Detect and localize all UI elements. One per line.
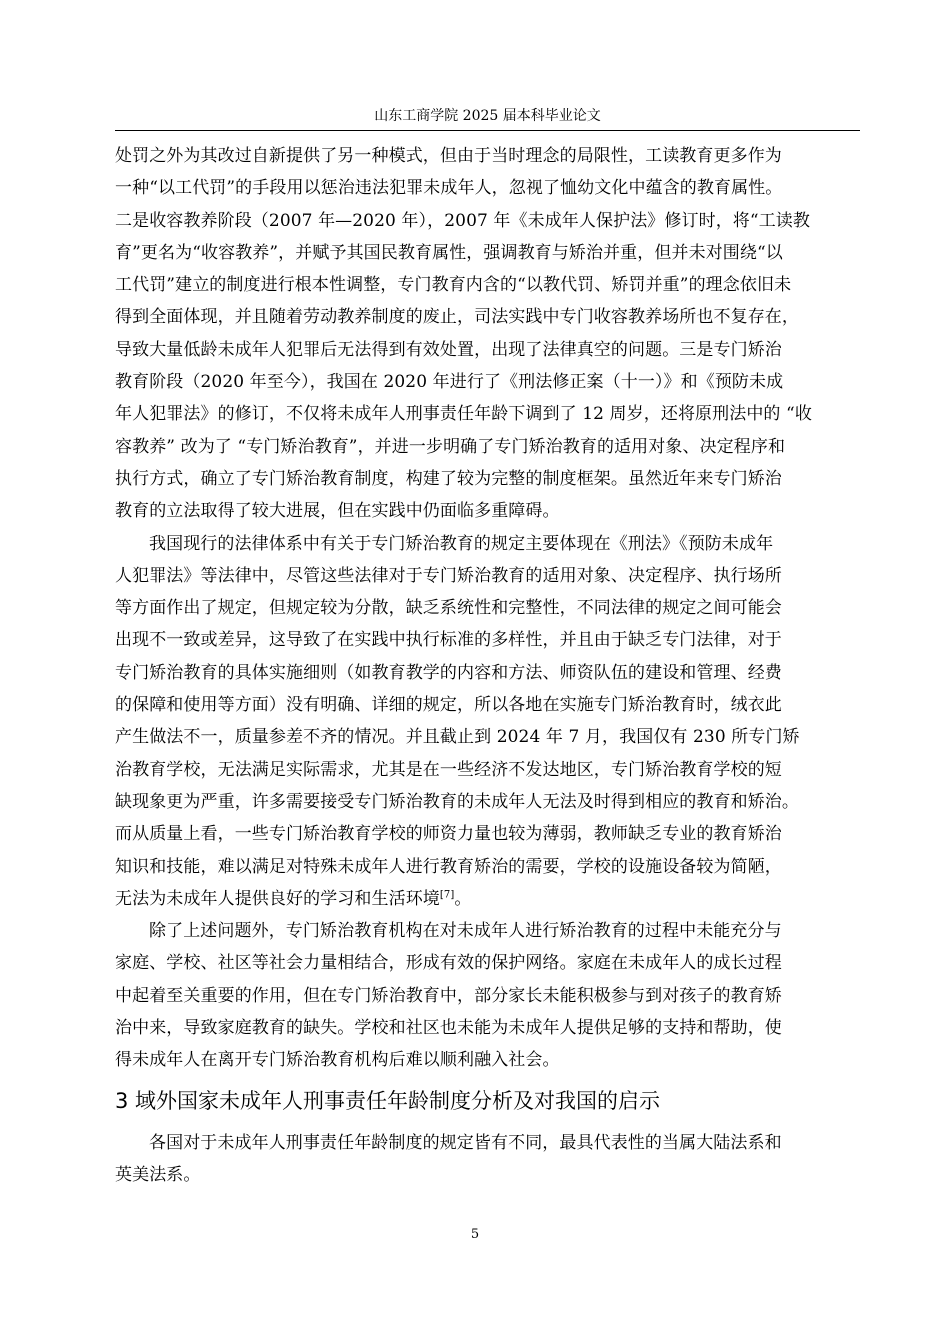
page-number: 5 bbox=[470, 1227, 480, 1242]
paragraph-2-text: 我国现行的法律体系中有关于专门矫治教育的规定主要体现在《刑法》《预防未成年 人犯罪法》等法律中，尽管这些法律对于专门矫治教育的适用对象、决定程序、执行场所 等方面作出了规定，但规定较为分散，缺乏系统性和完整性，不同法律的规定之间可能会 出现不一致或差异，这导致了在实践中执行标准的多样性，并且由于缺乏专门法律，对于 专门矫治教育的具体实施细则（如教育教学的内容和方法、师资队伍的建设和管理、经费 的保障和使用等方面）没有明确、详细的规定，所以各地在实施专门矫治教育时，绒衣此 产生做法不一，质量参差不齐的情况。并且截止到 2024 年 7 月，我国仅有 230 所专门矫 治教育学校，无法满足实际需求，尤其是在一些经济不发达地区，专门矫治教育学校的短 缺现象更为严重，许多需要接受专门矫治教育的未成年人无法及时得到相应的教育和矫治。 而从质量上看，一些专门矫治教育学校的师资力量也较为薄弱，教师缺乏专业的教育矫治 知识和技能，难以满足对特殊未成年人进行教育矫治的需要，学校的设施设备较为简陋， 无法为未成年人提供良好的学习和生活环境 bbox=[115, 533, 800, 909]
page-body bbox=[115, 140, 860, 1191]
paragraph-3: 除了上述问题外，专门矫治教育机构在对未成年人进行矫治教育的过程中未能充分与 家庭、学校、社区等社会力量相结合，形成有效的保护网络。家庭在未成年人的成长过程 中起着至关重要的作用，但在专门矫治教育中，部分家长未能积极参与到对孩子的教育矫 治中来，导致家庭教育的缺失。学校和社区也未能为未成年人提供足够的支持和帮助，使 得未成年人在离开专门矫治教育机构后难以顺利融入社会。 bbox=[115, 921, 782, 1071]
running-header bbox=[115, 104, 860, 131]
section-3-title: 3 域外国家未成年人刑事责任年龄制度分析及对我国的启示 bbox=[115, 1088, 661, 1113]
citation-7: [7] bbox=[439, 889, 455, 901]
header-title: 山东工商学院 2025 届本科毕业论文 bbox=[374, 108, 601, 124]
paragraph-2-end: 。 bbox=[454, 888, 472, 909]
paragraph-4: 各国对于未成年人刑事责任年龄制度的规定皆有不同，最具代表性的当属大陆法系和 英美法系。 bbox=[115, 1132, 782, 1185]
paragraph-2 bbox=[115, 528, 860, 916]
paragraph-1: 处罚之外为其改过自新提供了另一种模式，但由于当时理念的局限性，工读教育更多作为 一种“以工代罚”的手段用以惩治违法犯罪未成年人，忽视了恤幼文化中蕴含的教育属性。 二是收容教养阶段（2007 年—2020 年），2007 年《未成年人保护法》修订时，将“工读教 育”更名为“收容教养”，并赋予其国民教育属性，强调教育与矫治并重，但并未对围绕“以 工代罚”建立的制度进行根本性调整，专门教育内含的“以教代罚、矫罚并重”的理念依旧未 得到全面体现，并且随着劳动教养制度的废止，司法实践中专门收容教养场所也不复存在， 导致大量低龄未成年人犯罪后无法得到有效处置，出现了法律真空的问题。三是专门矫治 教育阶段（2020 年至今），我国在 2020 年进行了《刑法修正案（十一）》和《预防未成 年人犯罪法》的修订，不仅将未成年人刑事责任年龄下调到了 12 周岁，还将原刑法中的 “收 容教养” 改为了 “专门矫治教育”，并进一步明确了专门矫治教育的适用对象、决定程序和 执行方式，确立了专门矫治教育制度，构建了较为完整的制度框架。虽然近年来专门矫治 教育的立法取得了较大进展，但在实践中仍面临多重障碍。 bbox=[115, 146, 812, 522]
